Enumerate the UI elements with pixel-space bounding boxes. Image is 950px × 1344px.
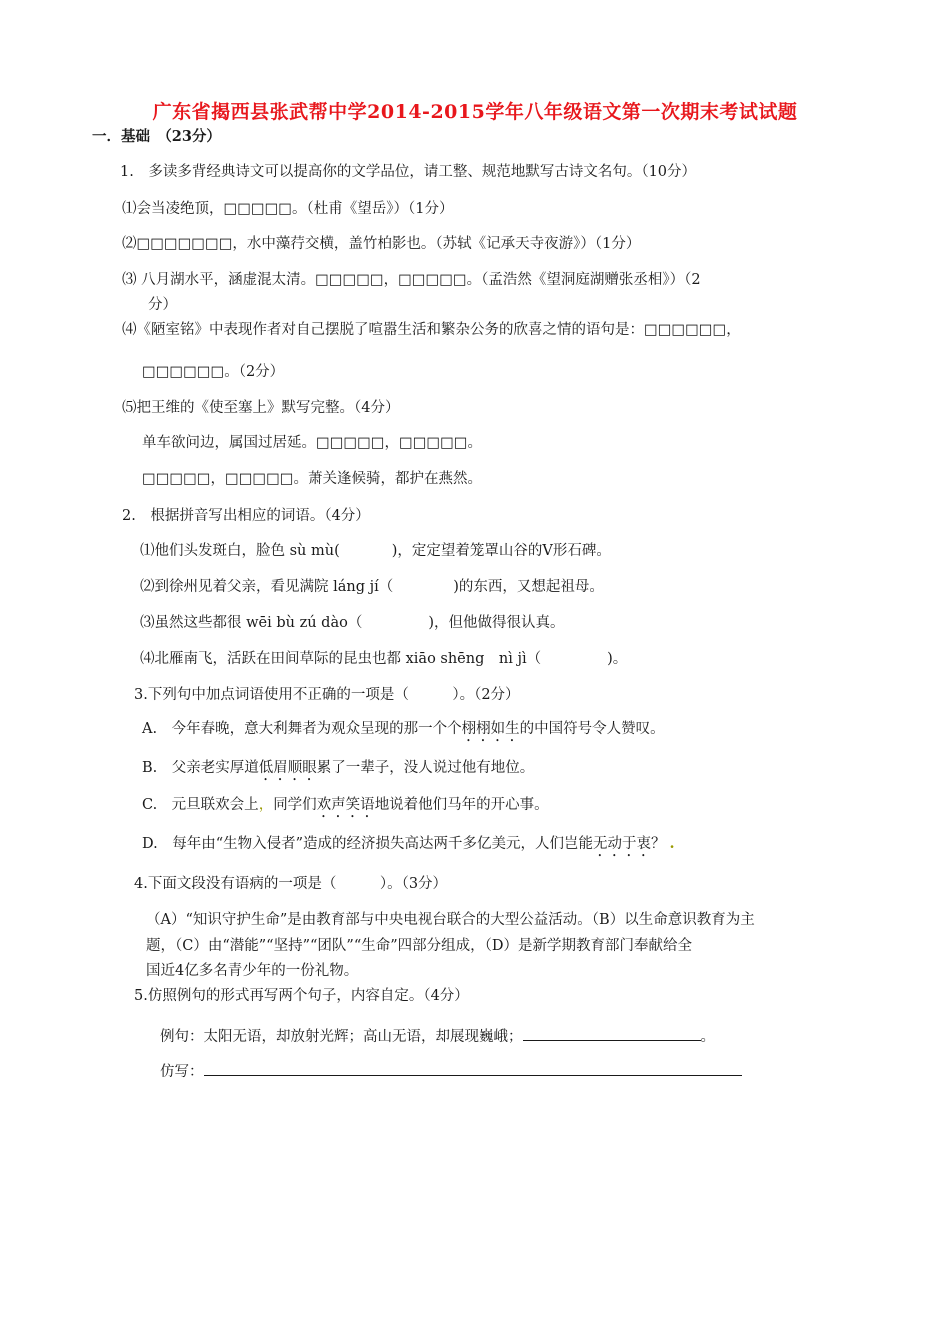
question-3-option-a xyxy=(142,719,665,745)
option-a-text-end: 的中国符号令人赞叹。 xyxy=(519,721,665,737)
option-a-text: A. 今年春晚，意大利舞者为观众呈现的那一个个 xyxy=(142,721,462,737)
dotted-phrase-d: 无动于衷 xyxy=(593,836,652,852)
question-5-example xyxy=(160,1024,715,1047)
question-2-item-3 xyxy=(140,613,564,633)
example-period: 。 xyxy=(700,1029,715,1045)
question-2-item-4 xyxy=(140,649,627,669)
question-2-item-2 xyxy=(140,577,604,597)
option-b-text: B. 父亲老实厚道 xyxy=(142,760,259,776)
question-1-item-5: ⑸把王维的《使至塞上》默写完整。（4分） xyxy=(122,400,400,416)
question-2-item-1 xyxy=(140,541,611,561)
question-1-item-4-cont: □□□□□□。（2分） xyxy=(142,364,285,380)
option-c-text: C. 元旦联欢会上 xyxy=(142,797,259,813)
item-2-suffix: )的东西，又想起祖母。 xyxy=(453,579,604,595)
question-1-item-4: ⑷《陋室铭》中表现作者对自己摆脱了喧嚣生活和繁杂公务的欣喜之情的语句是：□□□□□□， xyxy=(122,322,741,338)
example-text: 例句：太阳无语，却放射光辉；高山无语，却展现巍峨； xyxy=(160,1029,523,1045)
question-4-stem: 4.下面文段没有语病的一项是（ ）。（3分） xyxy=(134,876,448,892)
poem-line-2: □□□□□，□□□□□。萧关逢候骑，都护在燕然。 xyxy=(142,471,482,487)
dotted-phrase-c: 欢声笑语 xyxy=(316,797,375,813)
question-1-item-3: ⑶ 八月湖水平，涵虚混太清。□□□□□，□□□□□。（孟浩然《望洞庭湖赠张丞相》）（2 xyxy=(122,272,701,288)
question-3-option-c xyxy=(142,795,549,821)
question-5-imitate xyxy=(160,1059,742,1082)
item-3-suffix: )，但他做得很认真。 xyxy=(428,615,565,631)
question-4-text-1: （A）“知识守护生命”是由教育部与中央电视台联合的大型公益活动。（B）以生命意识教育为主 xyxy=(146,912,755,928)
section-heading: 一．基础 （23分） xyxy=(92,128,221,145)
option-b-text-end: 累了一辈子，没人说过他有地位。 xyxy=(316,760,535,776)
question-3-stem: 3.下列句中加点词语使用不正确的一项是（ ）。（2分） xyxy=(134,687,520,703)
option-d-text-end: ？ xyxy=(651,836,666,852)
imitate-answer-line[interactable] xyxy=(204,1059,742,1076)
option-d-text: D. 每年由“生物入侵者”造成的经济损失高达两千多亿美元，人们岂能 xyxy=(142,836,594,852)
item-1-suffix: )，定定望着笼罩山谷的V形石碑。 xyxy=(391,543,611,559)
question-4-text-2: 题，（C）由“潜能”“坚持”“团队”“生命”四部分组成，（D）是新学期教育部门奉献给全 xyxy=(146,938,693,954)
item-4-prefix: ⑷北雁南飞，活跃在田间草际的昆虫也都 xiāo shēng nì jì（ xyxy=(140,651,542,667)
dotted-phrase-a: 栩栩如生 xyxy=(461,721,520,737)
question-4-text-3: 国近4亿多名青少年的一份礼物。 xyxy=(146,963,359,979)
dotted-phrase-b: 低眉顺眼 xyxy=(258,760,317,776)
question-1-item-3-cont: 分） xyxy=(148,297,177,313)
item-1-prefix: ⑴他们头发斑白，脸色 sù mù( xyxy=(140,543,340,559)
question-2-stem: 2. 根据拼音写出相应的词语。（4分） xyxy=(122,508,370,524)
question-3-option-d xyxy=(142,834,675,860)
question-1-stem: 1. 多读多背经典诗文可以提高你的文学品位，请工整、规范地默写古诗文名句。（10分） xyxy=(120,164,697,180)
item-2-prefix: ⑵到徐州见着父亲，看见满院 láng jí（ xyxy=(140,579,394,595)
item-3-prefix: ⑶虽然这些都很 wēi bù zú dào（ xyxy=(140,615,363,631)
item-4-suffix: )。 xyxy=(607,651,628,667)
question-5-stem: 5.仿照例句的形式再写两个句子，内容自定。（4分） xyxy=(134,988,469,1004)
option-c-comma: ， xyxy=(258,797,274,813)
question-3-option-b xyxy=(142,758,534,784)
option-c-subject: 同学们 xyxy=(273,797,317,813)
question-1-item-2: ⑵□□□□□□□，水中藻荇交横，盖竹柏影也。（苏轼《记承天寺夜游》）（1分） xyxy=(122,236,641,252)
stray-mark: . xyxy=(669,835,675,852)
example-answer-line[interactable] xyxy=(523,1024,701,1041)
question-1-item-1: ⑴会当凌绝顶，□□□□□。（杜甫《望岳》）（1分） xyxy=(122,201,454,217)
page-title: 广东省揭西县张武帮中学2014-2015学年八年级语文第一次期末考试试题 xyxy=(152,101,798,123)
option-c-text-end: 地说着他们马年的开心事。 xyxy=(374,797,549,813)
poem-line-1: 单车欲问边，属国过居延。□□□□□，□□□□□。 xyxy=(142,435,482,451)
imitate-label: 仿写： xyxy=(160,1064,204,1080)
